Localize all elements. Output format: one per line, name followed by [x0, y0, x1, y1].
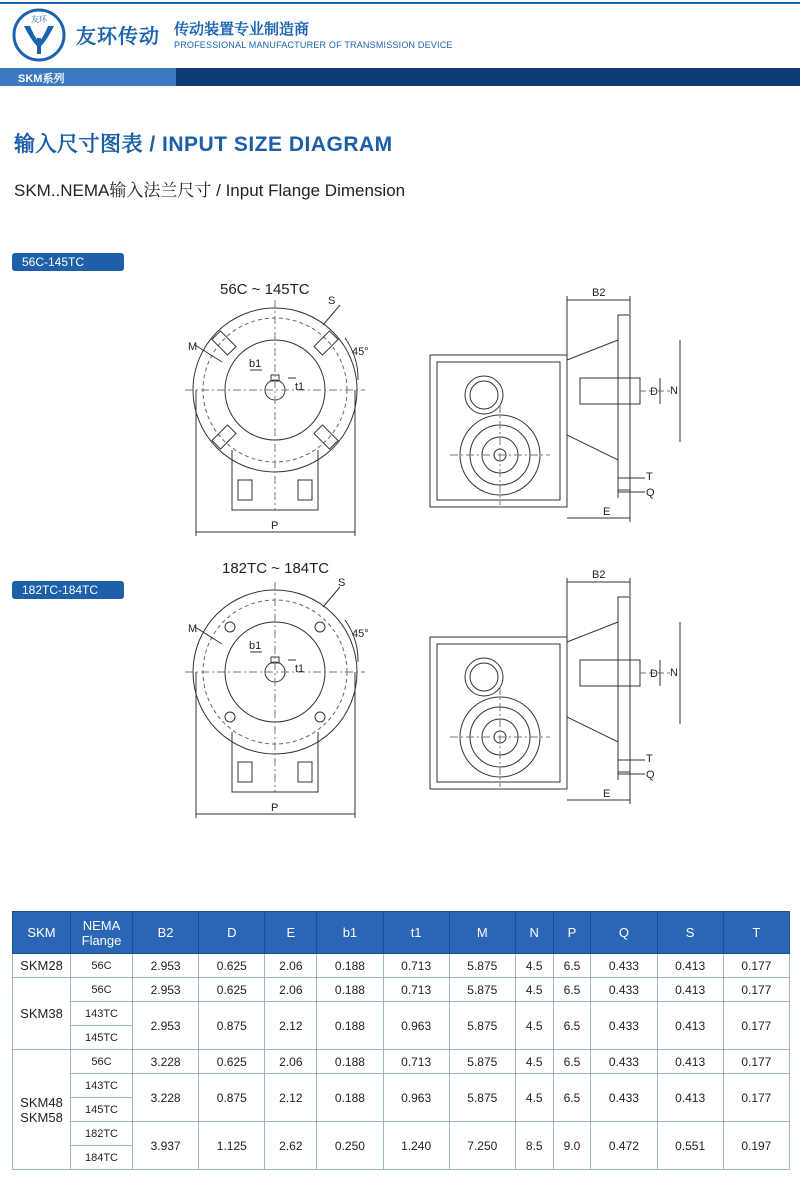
- col-header: D: [199, 912, 265, 954]
- col-header: S: [657, 912, 723, 954]
- value-cell: 0.177: [723, 954, 789, 978]
- value-cell: 4.5: [515, 1074, 553, 1122]
- value-cell: 7.250: [449, 1122, 515, 1170]
- value-cell: 3.228: [133, 1074, 199, 1122]
- page-header: [0, 0, 800, 68]
- model-name: SKM58: [20, 1109, 63, 1125]
- col-header: t1: [383, 912, 449, 954]
- label-t1: t1: [295, 663, 305, 675]
- value-cell: 2.06: [265, 1050, 317, 1074]
- value-cell: 6.5: [553, 978, 591, 1002]
- value-cell: 0.433: [591, 1074, 657, 1122]
- value-cell: 0.875: [199, 1074, 265, 1122]
- label-D: D: [650, 668, 658, 680]
- value-cell: 0.625: [199, 1050, 265, 1074]
- col-header: B2: [133, 912, 199, 954]
- value-cell: 3.228: [133, 1050, 199, 1074]
- label-angle: 45°: [352, 346, 369, 358]
- value-cell: 0.188: [317, 1074, 383, 1122]
- value-cell: 0.433: [591, 1002, 657, 1050]
- label-Q: Q: [646, 487, 655, 499]
- table-row: [13, 978, 790, 1002]
- col-header: M: [449, 912, 515, 954]
- value-cell: 0.188: [317, 954, 383, 978]
- col-header: b1: [317, 912, 383, 954]
- value-cell: 0.413: [657, 978, 723, 1002]
- value-cell: 2.06: [265, 954, 317, 978]
- col-header: T: [723, 912, 789, 954]
- value-cell: 9.0: [553, 1122, 591, 1170]
- value-cell: 0.713: [383, 978, 449, 1002]
- value-cell: 8.5: [515, 1122, 553, 1170]
- value-cell: 0.713: [383, 954, 449, 978]
- flange-cell: 184TC: [71, 1146, 133, 1170]
- value-cell: 2.953: [133, 1002, 199, 1050]
- value-cell: 0.472: [591, 1122, 657, 1170]
- label-T: T: [646, 471, 653, 483]
- value-cell: 5.875: [449, 954, 515, 978]
- label-S: S: [328, 295, 336, 307]
- col-header: SKM: [13, 912, 71, 954]
- label-M: M: [188, 623, 198, 635]
- model-cell: [13, 1050, 71, 1170]
- flange-cell: 143TC: [71, 1074, 133, 1098]
- technical-drawing-1: [0, 270, 800, 545]
- flange-cell: 56C: [71, 1050, 133, 1074]
- section-subtitle: SKM..NEMA输入法兰尺寸 / Input Flange Dimension: [14, 181, 406, 200]
- model-cell: SKM28: [13, 954, 71, 978]
- table-header-row: [13, 912, 790, 954]
- value-cell: 5.875: [449, 978, 515, 1002]
- series-label: SKM系列: [18, 73, 65, 85]
- section-title: 输入尺寸图表 / INPUT SIZE DIAGRAM: [14, 133, 393, 156]
- flange-cell: 56C: [71, 954, 133, 978]
- value-cell: 0.188: [317, 978, 383, 1002]
- flange-cell: 145TC: [71, 1098, 133, 1122]
- tagline-en: PROFESSIONAL MANUFACTURER OF TRANSMISSION DEVICE: [174, 40, 453, 50]
- value-cell: 5.875: [449, 1050, 515, 1074]
- value-cell: 0.713: [383, 1050, 449, 1074]
- flange-cell: 56C: [71, 978, 133, 1002]
- value-cell: 0.963: [383, 1074, 449, 1122]
- flange-cell: 182TC: [71, 1122, 133, 1146]
- label-B2: B2: [592, 569, 606, 581]
- label-T: T: [646, 753, 653, 765]
- label-Q: Q: [646, 769, 655, 781]
- value-cell: 6.5: [553, 1002, 591, 1050]
- table-row: [13, 1050, 790, 1074]
- label-t1: t1: [295, 381, 305, 393]
- diagram-tag-1: 56C-145TC: [12, 253, 124, 271]
- value-cell: 2.953: [133, 978, 199, 1002]
- value-cell: 4.5: [515, 954, 553, 978]
- col-header: Q: [591, 912, 657, 954]
- value-cell: 4.5: [515, 978, 553, 1002]
- col-header: P: [553, 912, 591, 954]
- label-E: E: [603, 788, 611, 800]
- model-cell: SKM38: [13, 978, 71, 1050]
- value-cell: 0.625: [199, 954, 265, 978]
- value-cell: 3.937: [133, 1122, 199, 1170]
- series-bar: [0, 68, 800, 86]
- table-row: [13, 954, 790, 978]
- range-label-1: 56C ~ 145TC: [220, 281, 310, 298]
- value-cell: 6.5: [553, 1074, 591, 1122]
- tagline-cn: 传动装置专业制造商: [174, 21, 310, 38]
- value-cell: 0.177: [723, 978, 789, 1002]
- value-cell: 0.413: [657, 1074, 723, 1122]
- brand-logo-icon: [12, 8, 66, 62]
- model-name: SKM48: [20, 1094, 63, 1110]
- value-cell: 0.188: [317, 1050, 383, 1074]
- header-top-rule: [0, 2, 800, 4]
- value-cell: 0.551: [657, 1122, 723, 1170]
- value-cell: 0.250: [317, 1122, 383, 1170]
- label-M: M: [188, 341, 198, 353]
- value-cell: 2.12: [265, 1074, 317, 1122]
- dimension-table: [12, 911, 790, 1170]
- label-S: S: [338, 577, 346, 589]
- col-header: E: [265, 912, 317, 954]
- value-cell: 2.953: [133, 954, 199, 978]
- value-cell: 0.433: [591, 1050, 657, 1074]
- value-cell: 0.413: [657, 1002, 723, 1050]
- table-row: [13, 1074, 790, 1098]
- value-cell: 2.62: [265, 1122, 317, 1170]
- flange-cell: 143TC: [71, 1002, 133, 1026]
- value-cell: 5.875: [449, 1002, 515, 1050]
- label-P: P: [271, 802, 279, 814]
- label-B2: B2: [592, 287, 606, 299]
- value-cell: 4.5: [515, 1002, 553, 1050]
- value-cell: 0.177: [723, 1074, 789, 1122]
- value-cell: 0.177: [723, 1050, 789, 1074]
- label-E: E: [603, 506, 611, 518]
- label-P: P: [271, 520, 279, 532]
- value-cell: 0.413: [657, 954, 723, 978]
- label-angle: 45°: [352, 628, 369, 640]
- col-header: N: [515, 912, 553, 954]
- value-cell: 5.875: [449, 1074, 515, 1122]
- value-cell: 0.963: [383, 1002, 449, 1050]
- label-N: N: [670, 667, 678, 679]
- value-cell: 0.188: [317, 1002, 383, 1050]
- logo-text: 友环: [31, 15, 47, 24]
- label-D: D: [650, 386, 658, 398]
- flange-cell: 145TC: [71, 1026, 133, 1050]
- table-row: [13, 1002, 790, 1026]
- diagram-tag-2: 182TC-184TC: [12, 581, 124, 599]
- table-row: [13, 1122, 790, 1146]
- value-cell: 0.433: [591, 954, 657, 978]
- value-cell: 0.413: [657, 1050, 723, 1074]
- value-cell: 4.5: [515, 1050, 553, 1074]
- range-label-2: 182TC ~ 184TC: [222, 560, 330, 577]
- value-cell: 0.625: [199, 978, 265, 1002]
- value-cell: 1.125: [199, 1122, 265, 1170]
- value-cell: 0.433: [591, 978, 657, 1002]
- col-header: NEMA Flange: [71, 912, 133, 954]
- value-cell: 2.06: [265, 978, 317, 1002]
- value-cell: 0.177: [723, 1002, 789, 1050]
- value-cell: 6.5: [553, 1050, 591, 1074]
- label-b1: b1: [249, 358, 262, 370]
- value-cell: 0.875: [199, 1002, 265, 1050]
- value-cell: 2.12: [265, 1002, 317, 1050]
- value-cell: 0.197: [723, 1122, 789, 1170]
- technical-drawing-2: [0, 552, 800, 827]
- brand-name: 友环传动: [76, 26, 160, 48]
- value-cell: 1.240: [383, 1122, 449, 1170]
- value-cell: 6.5: [553, 954, 591, 978]
- label-N: N: [670, 385, 678, 397]
- label-b1: b1: [249, 640, 262, 652]
